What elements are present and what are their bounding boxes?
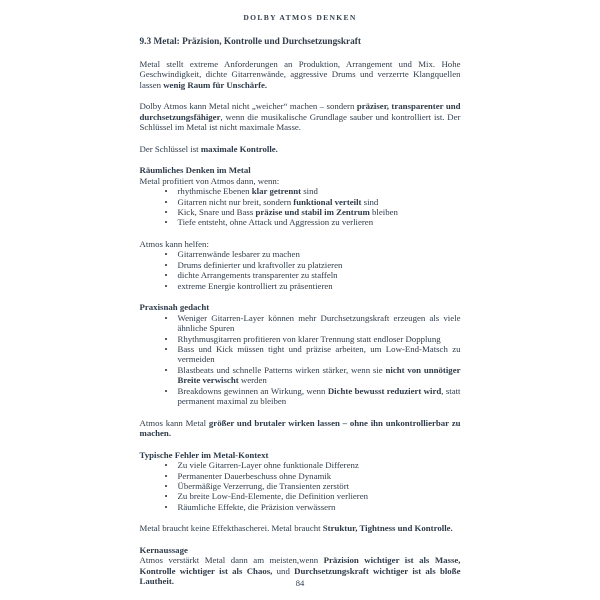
list-item	[140, 502, 461, 512]
list-item	[140, 313, 461, 334]
list-item	[140, 344, 461, 365]
text-run: Breakdowns gewinnen an Wirkung, wenn	[177, 385, 328, 396]
bold-text-run: präziser, transparenter und durchsetzungsfähiger	[139, 101, 461, 122]
bold-text-run: Präzision wichtiger ist als Masse, Kontrolle wichtiger ist als Chaos,	[139, 555, 461, 576]
paragraph	[140, 101, 461, 132]
list-item	[140, 491, 461, 501]
bold-text-run: wenig Raum für Unschärfe.	[163, 79, 268, 90]
bold-text-run: nicht von unnötiger Breite verwischt	[177, 364, 461, 386]
bullet-list	[140, 313, 461, 407]
text-run: dichte Arrangements transparenter zu staffeln	[177, 270, 338, 281]
text-run: Metal braucht keine Effekthascherei. Metal braucht	[139, 523, 323, 534]
list-item	[140, 460, 461, 470]
text-run: Atmos verstärkt Metal dann am meisten,wenn	[139, 555, 324, 566]
text-run: Permanenter Dauerbeschuss ohne Dynamik	[177, 470, 332, 481]
paragraph	[140, 523, 461, 533]
subheading	[140, 302, 461, 312]
list-item	[140, 365, 461, 386]
text-run: Zu breite Low-End-Elemente, die Definition verlieren	[177, 491, 369, 502]
text-run: Atmos kann helfen:	[139, 238, 209, 249]
list-item	[140, 281, 461, 291]
text-run: Tiefe entsteht, ohne Attack und Aggression zu verlieren	[177, 217, 374, 228]
text-run: Drums definierter und kraftvoller zu platzieren	[177, 259, 343, 270]
subheading	[140, 545, 461, 555]
list-item	[140, 260, 461, 270]
text-run: Praxisnah gedacht	[139, 302, 210, 313]
text-run: Blastbeats und schnelle Patterns wirken stärker, wenn sie	[177, 364, 386, 375]
list-intro	[140, 239, 461, 249]
text-run: Rhythmusgitarren profitieren von klarer Trennung statt endloser Dopplung	[177, 333, 441, 344]
text-run: Metal profitiert von Atmos dann, wenn:	[139, 175, 280, 186]
text-run: bleiben	[369, 206, 398, 217]
bold-text-run: Durchsetzungskraft wichtiger ist als bloße Lautheit.	[139, 565, 461, 587]
bullet-list	[140, 249, 461, 291]
text-run: sind	[301, 186, 318, 197]
bold-text-run: klar getrennt	[251, 186, 302, 197]
article-body	[140, 37, 461, 587]
list-item	[140, 386, 461, 407]
text-run: Dolby Atmos kann Metal nicht „weicher“ machen – sondern	[139, 101, 357, 112]
text-run: Atmos kann Metal	[139, 417, 209, 428]
text-run: Kernaussage	[139, 544, 188, 555]
text-run: Gitarren nicht nur breit, sondern	[177, 196, 294, 207]
running-header: DOLBY ATMOS DENKEN	[243, 13, 357, 22]
text-run: Der Schlüssel ist	[139, 143, 201, 154]
bold-text-run: Dichte bewusst reduziert wird	[327, 385, 442, 396]
text-run: sind	[361, 196, 379, 207]
paragraph	[140, 418, 461, 439]
paragraph	[140, 144, 461, 154]
text-run: Räumliche Effekte, die Präzision verwässern	[177, 501, 336, 512]
text-run: werden	[238, 375, 267, 386]
subheading	[140, 450, 461, 460]
section-title: 9.3 Metal: Präzision, Kontrolle und Durchsetzungskraft	[139, 37, 361, 47]
text-run: Kick, Snare und Bass	[177, 206, 256, 217]
list-item	[140, 217, 461, 227]
text-run: rhythmische Ebenen	[177, 186, 252, 197]
text-run: Zu viele Gitarren-Layer ohne funktionale Differenz	[177, 460, 359, 471]
text-run: Bass und Kick müssen tight und präzise arbeiten, um Low-End-Matsch zu vermeiden	[177, 343, 461, 365]
text-run: Typische Fehler im Metal-Kontext	[139, 449, 269, 460]
text-run: extreme Energie kontrolliert zu präsentieren	[177, 280, 333, 291]
list-item	[140, 249, 461, 259]
paragraph	[140, 59, 461, 90]
bold-text-run: größer und brutaler wirken lassen – ohne ihn unkontrollierbar zu machen.	[139, 417, 461, 439]
list-item	[140, 197, 461, 207]
subheading	[140, 165, 461, 175]
list-item	[140, 471, 461, 481]
list-item	[140, 207, 461, 217]
bullet-list	[140, 460, 461, 512]
bullet-list	[140, 186, 461, 228]
list-intro	[140, 176, 461, 186]
bold-text-run: funktional verteilt	[293, 196, 362, 207]
text-run: Metal stellt extreme Anforderungen an Produktion, Arrangement und Mix. Hohe Geschwindigkeit, dichte Gitarrenwände, aggressive Drums und verzerrte Klangquellen lassen	[139, 59, 461, 90]
bold-text-run: maximale Kontrolle.	[200, 143, 278, 154]
text-run: , statt permanent maximal zu bleiben	[177, 385, 461, 407]
text-run: , wenn die musikalische Grundlage sauber und kontrolliert ist. Der Schlüssel im Metal ist nicht maximale Masse.	[139, 111, 461, 133]
list-item	[140, 270, 461, 280]
text-run: und	[272, 565, 295, 576]
text-run: Übermäßige Verzerrung, die Transienten zerstört	[177, 480, 350, 491]
list-item	[140, 481, 461, 491]
text-run: Weniger Gitarren-Layer können mehr Durchsetzungskraft erzeugen als viele ähnliche Spuren	[177, 312, 461, 334]
text-run: Gitarrenwände lesbarer zu machen	[177, 249, 300, 260]
list-item	[140, 334, 461, 344]
page-number: 84	[295, 578, 305, 588]
bold-text-run: Struktur, Tightness und Kontrolle.	[322, 523, 453, 534]
bold-text-run: präzise und stabil im Zentrum	[255, 206, 370, 217]
list-item	[140, 186, 461, 196]
text-run: Räumliches Denken im Metal	[139, 165, 251, 176]
